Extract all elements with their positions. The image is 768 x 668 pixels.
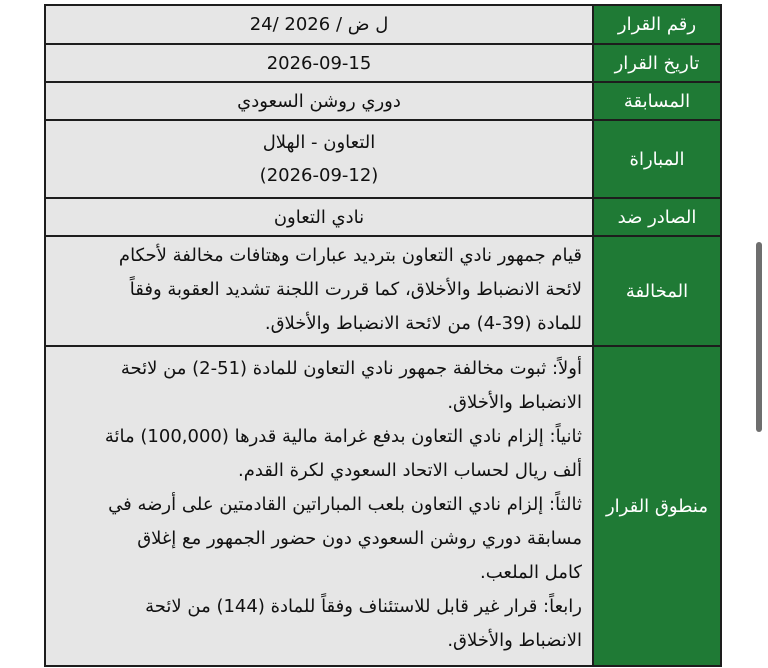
label-ruling: منطوق القرار xyxy=(593,346,721,666)
label-violation: المخالفة xyxy=(593,236,721,346)
ruling-line: رابعاً: قرار غير قابل للاستئناف وفقاً للمادة (144) من لائحة xyxy=(145,596,582,617)
row-issued-against xyxy=(45,198,721,236)
row-match xyxy=(45,120,721,198)
ruling-line: ألف ريال لحساب الاتحاد السعودي لكرة القدم. xyxy=(237,460,582,481)
value-issued-against: نادي التعاون xyxy=(45,198,593,236)
value-decision-number xyxy=(45,5,593,44)
row-decision-date xyxy=(45,44,721,82)
label-issued-against: الصادر ضد xyxy=(593,198,721,236)
ruling-line: أولاً: ثبوت مخالفة جمهور نادي التعاون للمادة (51-2) من لائحة xyxy=(120,358,582,379)
label-match: المباراة xyxy=(593,120,721,198)
row-decision-number xyxy=(45,5,721,44)
ruling-line: ثانياً: إلزام نادي التعاون بدفع غرامة مالية قدرها (100,000) مائة xyxy=(104,426,582,447)
ruling-line: الانضباط والأخلاق. xyxy=(447,630,582,651)
value-ruling xyxy=(45,346,593,666)
value-match xyxy=(45,120,593,198)
row-competition xyxy=(45,82,721,120)
decision-number-text: 24/ ل ض / 2026 xyxy=(249,14,389,35)
decision-date-text: 2026-09-15 xyxy=(266,52,372,74)
violation-line: قيام جمهور نادي التعاون بترديد عبارات وهتافات مخالفة لأحكام xyxy=(118,245,582,266)
row-violation xyxy=(45,236,721,346)
label-decision-number: رقم القرار xyxy=(593,5,721,44)
match-date: (2026-09-12) xyxy=(259,165,379,186)
decision-sheet xyxy=(44,4,722,664)
value-violation xyxy=(45,236,593,346)
match-teams: التعاون - الهلال xyxy=(262,132,376,153)
label-decision-date: تاريخ القرار xyxy=(593,44,721,82)
ruling-line: كامل الملعب. xyxy=(480,562,582,583)
decision-table xyxy=(44,4,722,667)
violation-line: للمادة (39-4) من لائحة الانضباط والأخلاق. xyxy=(264,313,582,334)
value-competition: دوري روشن السعودي xyxy=(45,82,593,120)
value-decision-date xyxy=(45,44,593,82)
ruling-line: مسابقة دوري روشن السعودي دون حضور الجمهور مع إغلاق xyxy=(137,528,582,549)
ruling-line: الانضباط والأخلاق. xyxy=(447,392,582,413)
label-competition: المسابقة xyxy=(593,82,721,120)
vertical-scrollbar[interactable] xyxy=(756,242,762,432)
ruling-line: ثالثاً: إلزام نادي التعاون بلعب المباراتين القادمتين على أرضه في xyxy=(108,494,582,515)
violation-line: لائحة الانضباط والأخلاق، كما قررت اللجنة تشديد العقوبة وفقاً xyxy=(129,279,582,300)
row-ruling xyxy=(45,346,721,666)
